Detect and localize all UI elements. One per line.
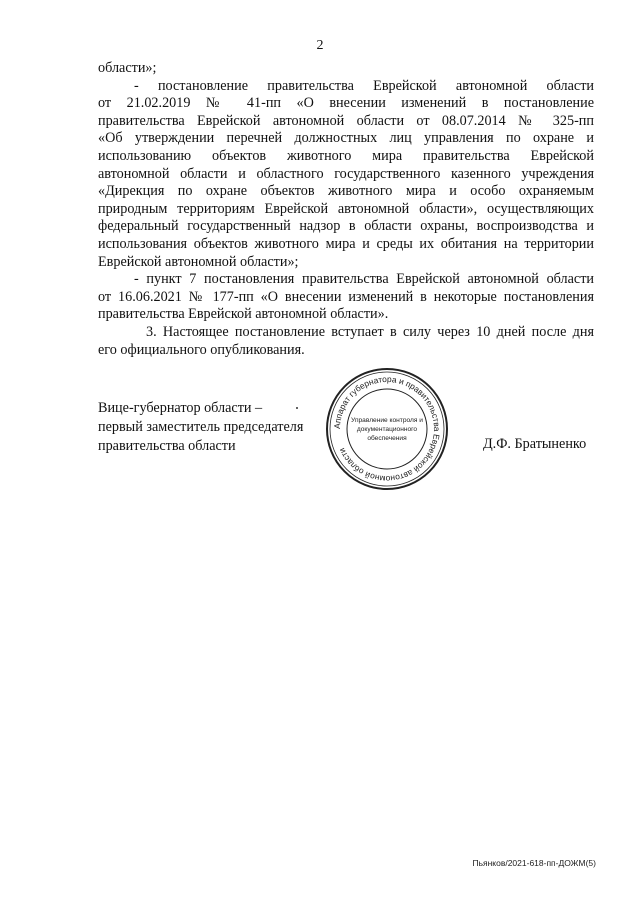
body-line: «Дирекция по охране объектов животного мира и особо охраняемым: [98, 183, 594, 200]
body-line: 3. Настоящее постановление вступает в силу через 10 дней после дня: [146, 323, 594, 340]
document-footer-code: Пьянков/2021-618-пп-ДОЖМ(5): [472, 858, 596, 868]
body-line: Еврейской автономной области»;: [98, 253, 299, 270]
body-line: от 16.06.2021 № 177-пп «О внесении изменений в некоторые постановления: [98, 288, 594, 305]
body-line: федеральный государственный надзор в области охраны, воспроизводства и: [98, 218, 594, 235]
signature-position-line: правительства области: [98, 438, 236, 454]
body-line: использованию объектов животного мира правительства Еврейской: [98, 147, 594, 164]
body-line: правительства Еврейской автономной области».: [98, 306, 389, 323]
signature-name: Д.Ф. Братыненко: [483, 436, 587, 452]
official-stamp: [324, 366, 450, 492]
body-line: - постановление правительства Еврейской автономной области: [134, 77, 594, 94]
signature-position-line: Вице-губернатор области –: [98, 400, 263, 416]
stamp-inner-line: Управление контроля и: [351, 417, 423, 424]
body-line: его официального опубликования.: [98, 341, 305, 358]
body-line: области»;: [98, 60, 157, 76]
body-line: автономной области и областного государственного казенного учреждения: [98, 165, 594, 182]
page-number: 2: [316, 38, 324, 53]
ink-dot: [296, 407, 298, 409]
body-line: «Об утверждении перечней должностных лиц управления по охране и: [98, 130, 594, 147]
body-line: использования объектов животного мира и среды их обитания на территории: [98, 235, 594, 252]
body-line: правительства Еврейской автономной области от 08.07.2014 № 325-пп: [98, 112, 594, 129]
signature-position: [98, 399, 303, 456]
signature-position-line: первый заместитель председателя: [98, 419, 304, 435]
stamp-inner-line: документационного: [356, 426, 418, 433]
body-line: от 21.02.2019 № 41-пп «О внесении изменений в постановление: [98, 95, 594, 112]
document-body: [98, 60, 594, 359]
body-line: - пункт 7 постановления правительства Еврейской автономной области: [134, 271, 594, 288]
stamp-outer-text: Аппарат губернатора и правительства Еврейской автономной области: [331, 373, 443, 485]
stamp-inner-line: обеспечения: [367, 435, 407, 442]
body-line: природным территориям Еврейской автономной области», осуществляющих: [98, 200, 594, 217]
